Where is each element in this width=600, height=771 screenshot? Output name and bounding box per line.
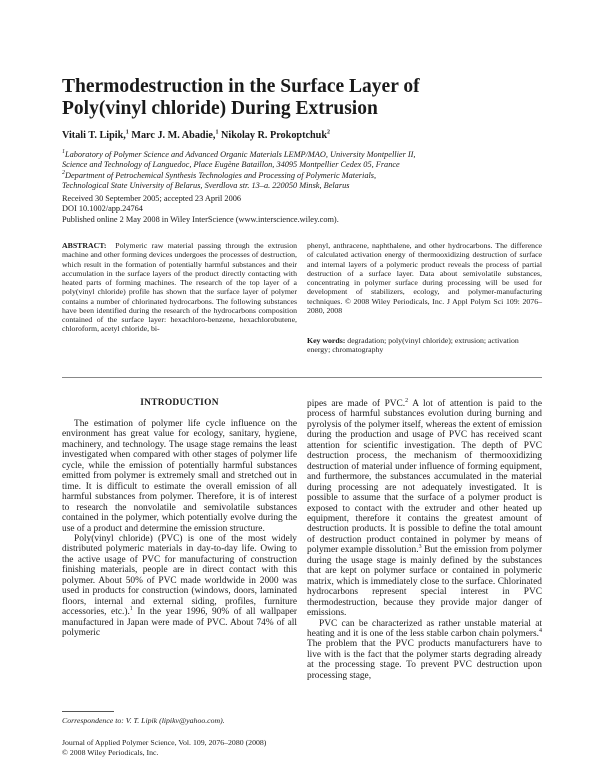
affiliation-2-text: Department of Petrochemical Synthesis Technologies and Processing of Polymeric Materials, [65, 170, 377, 180]
citation-3: 3 [418, 544, 422, 551]
author-1-sup: 1 [125, 129, 129, 136]
intro-paragraph-2-tail: In the year 1996, 90% of all wallpaper manufactured in Japan were made of PVC. About 74% of all polymeric [62, 607, 297, 639]
body-column-right [307, 399, 542, 681]
abstract-right [307, 241, 542, 315]
affiliation-1-line-1 [62, 150, 542, 160]
affiliations [62, 150, 542, 191]
correspondence-footnote: Correspondence to: V. T. Lipik (lipikv@yahoo.com). [62, 716, 225, 725]
intro-paragraph-3-a: pipes are made of PVC. [307, 399, 406, 409]
intro-paragraph-3-b: A lot of attention is paid to the process of harmful substances evolution during burning and pyrolysis of the polymer itself, whereas the extent of emission during the production and usage of PVC has received scant attention for scientific investigation. The depth of PVC destruction process, the mechanism of thermooxidizing destruction of material under influence of forming equipment, and furthermore, the substances accumulated in the material during processing are not adequately investigated. It is possible to assume that the surface of a polymer product is exposed to contact with the extruder and other heated up equipment, therefore it contains the greatest amount of destruction products. It is possible to define the total amount of destruction product contained in polymer by means of polymer example dissolution. [307, 399, 542, 556]
intro-paragraph-4-a: PVC can be characterized as rather unstable material at heating and it is one of the less stable carbon chain polymers. [307, 618, 542, 639]
abstract-left-text: Polymeric raw material passing through the extrusion machine and other forming devices undergoes the processes of destruction, which result in the formation of potentially harmful substances and their accumulation in the surface layers of the product directly contacting with heated parts of forming machines. The research of the top layer of a poly(vinyl chloride) profile has shown that the surface layer of polymer contains a number of chlorinated hydrocarbons. The following substances have been identified during the research of the hydrocarbons composition contained of the surface layer: hexachloro-benzene, hexachlorobutene, chloroform, acetyl chloride, bi- [62, 241, 297, 334]
introduction-heading: INTRODUCTION [140, 398, 219, 408]
intro-paragraph-3-c: But the emission from polymer during the usage stage is mainly defined by the substances that are kept on polymer surface or contained in polymeric matrix, which is immediately close to the surface. Chlorinated hydrocarbons represent special interest in PVC thermodestruction, because they provide major danger of emissions. [307, 545, 542, 619]
journal-citation [62, 738, 342, 757]
keywords-label: Key words: [307, 336, 346, 345]
publication-dates [62, 194, 542, 225]
author-3-sup: 2 [327, 129, 330, 136]
intro-paragraph-4 [307, 619, 542, 682]
journal-line-1: Journal of Applied Polymer Science, Vol. 109, 2076–2080 (2008) [62, 738, 267, 747]
author-2: Marc J. M. Abadie, [131, 130, 216, 141]
title-line-1: Thermodestruction in the Surface Layer of [62, 76, 420, 97]
keywords-text: degradation; poly(vinyl chloride); extrusion; activation energy; chromatography [307, 336, 519, 355]
published-online: Published online 2 May 2008 in Wiley InterScience (www.interscience.wiley.com). [62, 214, 339, 224]
author-2-sup: 1 [215, 129, 219, 136]
intro-paragraph-1: The estimation of polymer life cycle influence on the environment has great value for ecology, sanitary, hygiene, machinery, and technology. The usage stage remains the least investigated when compared with other stages of polymer life cycle, while the emission of potentially harmful substances emitted from polymer is extremely small and stretched out in time. It is difficult to estimate the overall emission of all harmful substances from polymer. Therefore, it is of interest to research the nonvolatile and semivolatile substances contained in the polymer, which potentially evolve during the use of a product and determine the emission structure. [62, 419, 297, 534]
keywords [307, 336, 542, 355]
paper-title [62, 76, 532, 120]
section-divider [62, 377, 542, 378]
title-line-2: Poly(vinyl chloride) During Extrusion [62, 98, 378, 119]
intro-paragraph-2 [62, 534, 297, 639]
body-column-left [62, 419, 297, 639]
citation-4: 4 [539, 627, 542, 634]
author-1: Vitali T. Lipik, [62, 130, 126, 141]
abstract-right-text: phenyl, anthracene, naphthalene, and other hydrocarbons. The difference of calculated activation energy of thermooxidizing destruction of surface and internal layers of a polymeric product reveals the process of partial destruction of a surface layer. Data about semivolatile substances, concentrating in polymer surface during processing will be used for development of stabilizers, ecology, and polymer-manufacturing techniques. © 2008 Wiley Periodicals, Inc. J Appl Polym Sci 109: 2076–2080, 2008 [307, 241, 542, 315]
intro-paragraph-2-text: Poly(vinyl chloride) (PVC) is one of the most widely distributed polymeric materials in day-to-day life. Owing to the active usage of PVC for manufacturing of construction finishing materials, people are in direct contact with this polymer. About 50% of PVC made worldwide in 2000 was used in products for construction (windows, doors, laminated floors, internal and external siding, profiles, furniture accessories, etc.). [62, 533, 297, 618]
affiliation-2-line-1 [62, 171, 542, 181]
citation-1: 1 [129, 606, 133, 613]
citation-2: 2 [405, 397, 409, 404]
abstract-label: ABSTRACT: [62, 241, 107, 250]
doi[interactable]: DOI 10.1002/app.24764 [62, 204, 143, 214]
abstract-left [62, 241, 297, 334]
affiliation-2-sup: 2 [62, 169, 65, 176]
affiliation-2-line-2: Technological State University of Belarus, Sverdlova str. 13–a. 220050 Minsk, Belarus [62, 180, 350, 190]
author-list [62, 130, 542, 141]
footnote-rule [62, 711, 114, 712]
affiliation-1-text: Laboratory of Polymer Science and Advanced Organic Materials LEMP/MAO, University Montpellier II, [65, 150, 416, 159]
received-date: Received 30 September 2005; accepted 23 April 2006 [62, 194, 242, 203]
journal-line-2: © 2008 Wiley Periodicals, Inc. [62, 747, 159, 757]
intro-paragraph-3 [307, 399, 542, 619]
author-3: Nikolay R. Prokoptchuk [221, 130, 327, 141]
intro-paragraph-4-b: The problem that the PVC products manufacturers have to live with is the fact that the polymer starts degrading already at the processing stage. To prevent PVC destruction upon processing stage, [307, 639, 542, 681]
affiliation-1-sup: 1 [62, 149, 65, 156]
affiliation-1-line-2: Science and Technology of Languedoc, Place Eugène Bataillon, 34095 Montpellier Cedex 05, France [62, 160, 400, 170]
